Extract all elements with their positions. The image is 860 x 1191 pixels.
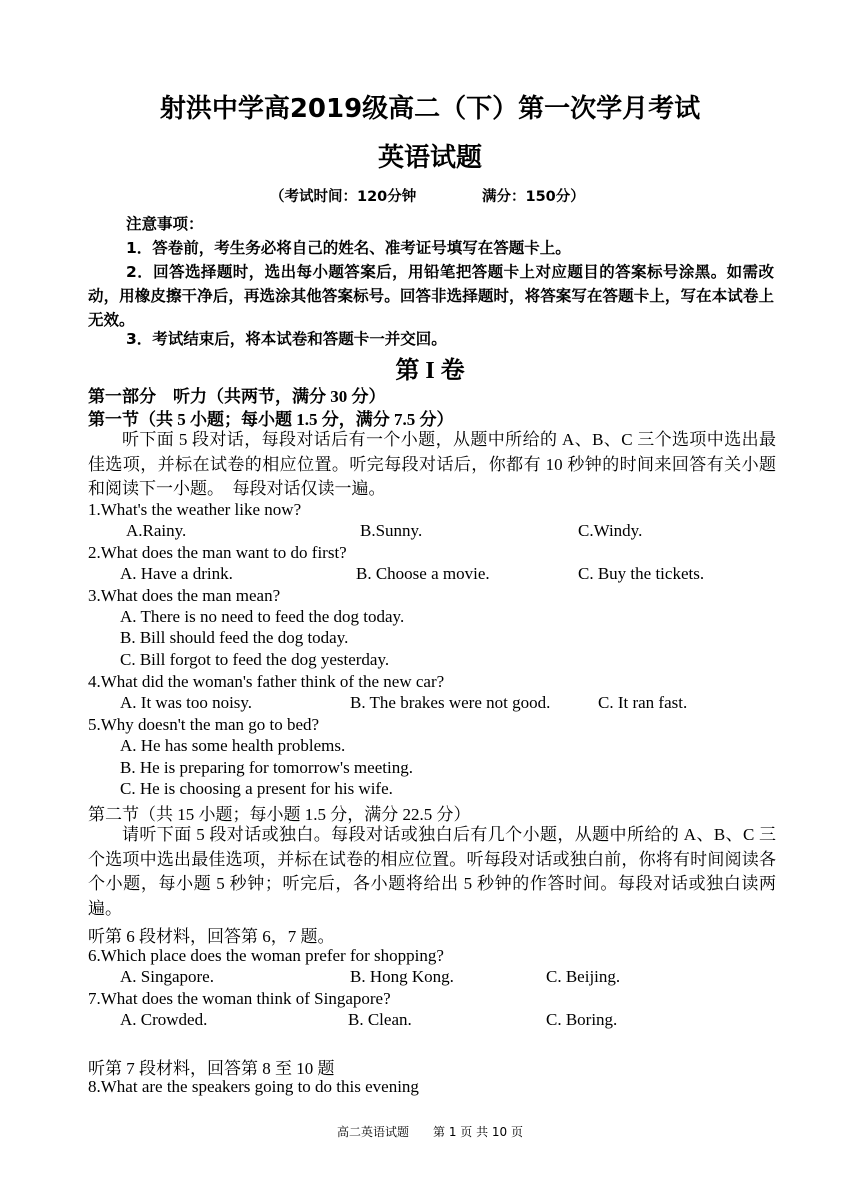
page-footer: 高二英语试题 第 1 页 共 10 页 [337, 1125, 523, 1139]
option-a: A.Rainy. [126, 521, 187, 540]
option-c: C. Beijing. [546, 967, 621, 986]
option-b: B. Clean. [348, 1010, 412, 1029]
exam-title: 射洪中学高2019级高二（下）第一次学月考试 [159, 94, 701, 124]
question-stem: 7.What does the woman think of Singapore? [88, 989, 391, 1008]
exam-subtitle: 英语试题 [377, 143, 482, 173]
question-stem: 8.What are the speakers going to do this evening [88, 1077, 419, 1096]
option-b: B. Bill should feed the dog today. [120, 628, 349, 647]
full-score: 满分：150分） [482, 189, 585, 205]
option-a: A. Singapore. [120, 967, 214, 986]
question-stem: 3.What does the man mean? [88, 586, 281, 605]
notes-item-2: 2．回答选择题时，选出每小题答案后，用铅笔把答题卡上对应题目的答案标号涂黑。如需改动，用橡皮擦干净后，再选涂其他答案标号。回答非选择题时，将答案写在答题卡上，写在本试卷上无效。 [88, 263, 774, 329]
option-c: C.Windy. [578, 521, 643, 540]
option-a: A. Crowded. [120, 1010, 208, 1029]
option-b: B. Choose a movie. [356, 564, 490, 583]
option-c: C. It ran fast. [598, 693, 688, 712]
question-stem: 4.What did the woman's father think of the new car? [88, 672, 445, 691]
question-stem: 6.Which place does the woman prefer for shopping? [88, 946, 444, 965]
option-a: A. There is no need to feed the dog today. [120, 607, 405, 626]
option-b: B.Sunny. [360, 521, 423, 540]
material-7-note: 听第 7 段材料，回答第 8 至 10 题 [88, 1059, 335, 1078]
option-c: C. Buy the tickets. [578, 564, 705, 583]
notes-item-3: 3．考试结束后，将本试卷和答题卡一并交回。 [126, 330, 447, 348]
notes-item-1: 1．答卷前，考生务必将自己的姓名、准考证号填写在答题卡上。 [126, 239, 571, 257]
option-c: C. Bill forgot to feed the dog yesterday. [120, 650, 390, 669]
option-c: C. He is choosing a present for his wife. [120, 779, 393, 798]
option-b: B. The brakes were not good. [350, 693, 551, 712]
section1-heading: 第一节（共 5 小题；每小题 1.5 分，满分 7.5 分） [88, 410, 454, 429]
notes-heading: 注意事项： [126, 215, 204, 233]
option-a: A. It was too noisy. [120, 693, 253, 712]
section1-instructions: 听下面 5 段对话，每段对话后有一个小题，从题中所给的 A、B、C 三个选项中选出最佳选项，并标在试卷的相应位置。听完每段对话后，你都有 10 秒钟的时间来回答有关小题和阅读下一小题。 每段对话仅读一遍。 [88, 430, 776, 498]
question-stem: 1.What's the weather like now? [88, 500, 302, 519]
part1-heading: 第一部分 听力（共两节，满分 30 分） [88, 387, 386, 406]
question-stem: 5.Why doesn't the man go to bed? [88, 715, 320, 734]
volume-label: 第 I 卷 [395, 358, 465, 384]
section2-instructions: 请听下面 5 段对话或独白。每段对话或独白后有几个小题，从题中所给的 A、B、C 三个选项中选出最佳选项，并标在试卷的相应位置。听每段对话或独白前，你将有时间阅读各个小题，每小题 5 秒钟；听完后，各小题将给出 5 秒钟的作答时间。每段对话或独白读两遍。 [88, 825, 776, 918]
material-6-note: 听第 6 段材料，回答第 6，7 题。 [88, 927, 335, 946]
option-b: B. Hong Kong. [350, 967, 454, 986]
option-b: B. He is preparing for tomorrow's meeting. [120, 758, 413, 777]
option-a: A. Have a drink. [120, 564, 233, 583]
option-c: C. Boring. [546, 1010, 618, 1029]
exam-time: （考试时间：120分钟 [270, 189, 417, 205]
option-a: A. He has some health problems. [120, 736, 346, 755]
section2-heading: 第二节（共 15 小题；每小题 1.5 分，满分 22.5 分） [88, 805, 471, 824]
question-stem: 2.What does the man want to do first? [88, 543, 347, 562]
